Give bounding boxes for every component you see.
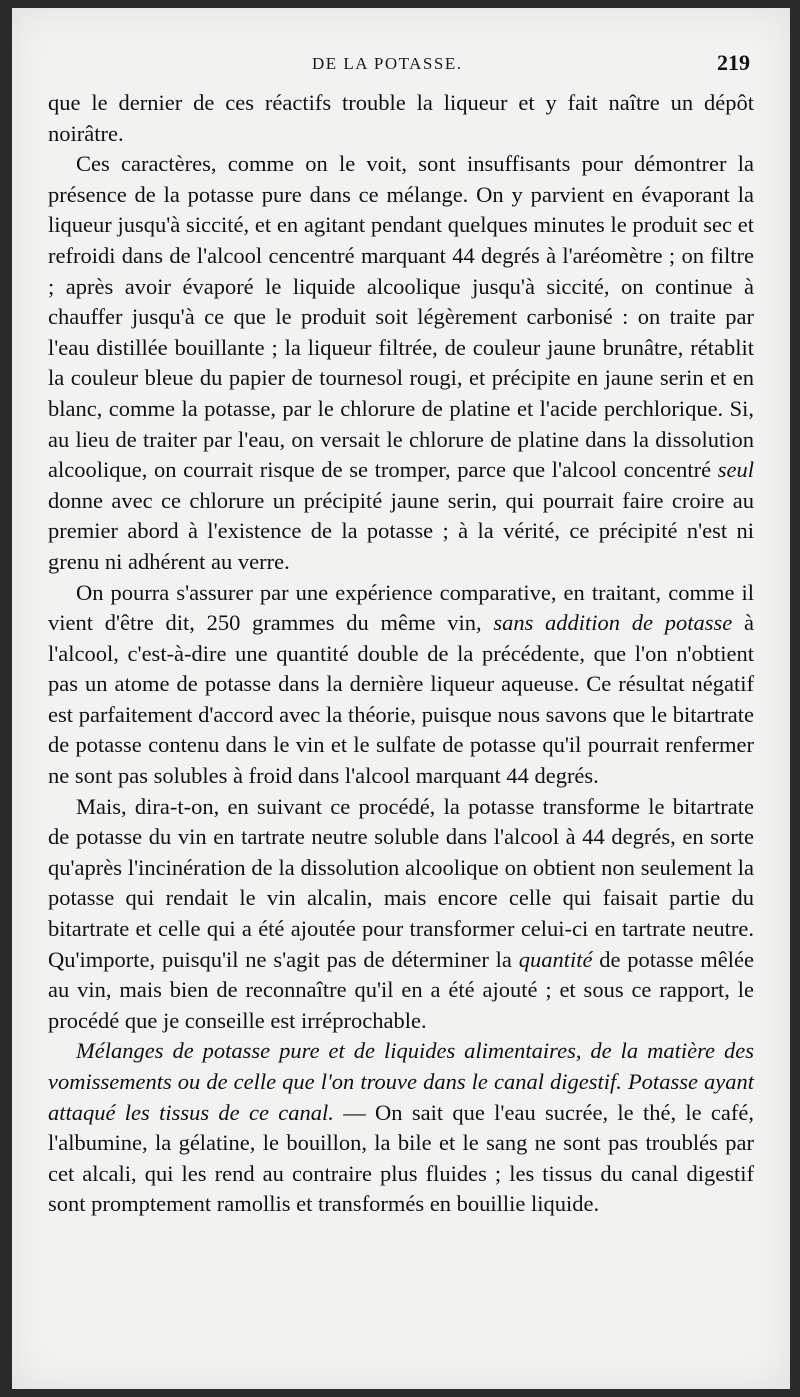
text-run: Mais, dira-t-on, en suivant ce procédé, la potasse transforme le bitartrate de potasse du vin en tartrate neutre soluble dans l'alcool à 44 degrés, en sorte qu'après l'incinération de la dissolution alcoolique on obtient non seulement la potasse qui rendait le vin alcalin, mais encore celle qui faisait partie du bitartrate et celle qui a été ajoutée pour transformer celui-ci en tartrate neutre. Qu'importe, puisqu'il ne s'agit pas de déterminer la [48,793,754,972]
text-run: — On sait que l'eau sucrée, le thé, le café, l'albumine, la gélatine, le bouillon, la bile et le sang ne sont pas troublés par cet alcali, qui les rend au contraire plus fluides ; les tissus du canal digestif sont promptement ramollis et transformés en bouillie liquide. [48,1099,755,1217]
page-number: 219 [717,50,750,75]
text-run: donne avec ce chlorure un précipité jaune serin, qui pourrait faire croire au premier abord à l'existence de la potasse ; à la vérité, ce précipité n'est ni grenu ni adhérent au verre. [48,487,754,574]
italic-text: Mélanges de potasse pure et de liquides alimentaires, de la matière des vomissements ou de celle que l'on trouve dans le canal digestif. Potasse ayant attaqué les tissus de ce canal. [48,1038,754,1125]
paragraph [48,1036,754,1220]
body-text [48,88,754,1220]
book-page [12,8,790,1389]
italic-text: quantité [518,946,593,972]
paragraph [48,149,754,577]
paragraph [48,88,754,149]
italic-text: seul [717,457,754,483]
running-head: DE LA POTASSE. [312,54,463,73]
text-run: que le dernier de ces réactifs trouble la liqueur et y fait naître un dépôt noirâtre. [48,90,754,146]
text-run: Ces caractères, comme on le voit, sont insuffisants pour démontrer la présence de la potasse pure dans ce mélange. On y parvient en évaporant la liqueur jusqu'à siccité, et en agitant pendant quelques minutes le produit sec et refroidi dans de l'alcool cencentré marquant 44 degrés à l'aréomètre ; on filtre ; après avoir évaporé le liquide alcoolique jusqu'à siccité, on continue à chauffer jusqu'à ce que le produit soit légèrement carbonisé : on traite par l'eau distillée bouillante ; la liqueur filtrée, de couleur jaune brunâtre, rétablit la couleur bleue du papier de tournesol rougi, et précipite en jaune serin et en blanc, comme la potasse, par le chlorure de platine et l'acide perchlorique. Si, au lieu de traiter par l'eau, on versait le chlorure de platine dans la dissolution alcoolique, on courrait risque de se tromper, parce que l'alcool concentré [48,151,754,483]
text-run: de potasse mêlée au vin, mais bien de reconnaître qu'il en a été ajouté ; et sous ce rapport, le procédé que je conseille est irréprochable. [48,946,754,1033]
page-header [12,48,790,88]
text-run: à l'alcool, c'est-à-dire une quantité double de la précédente, que l'on n'obtient pas un atome de potasse dans la dernière liqueur aqueuse. Ce résultat négatif est parfaitement d'accord avec la théorie, puisque nous savons que le bitartrate de potasse contenu dans le vin et le sulfate de potasse qu'il pourrait renfermer ne sont pas solubles à froid dans l'alcool marquant 44 degrés. [48,610,754,789]
paragraph [48,578,754,792]
paragraph [48,792,754,1037]
text-run: On pourra s'assurer par une expérience comparative, en traitant, comme il vient d'être dit, 250 grammes du même vin, [48,579,754,636]
italic-text: sans addition de potasse [493,610,733,636]
